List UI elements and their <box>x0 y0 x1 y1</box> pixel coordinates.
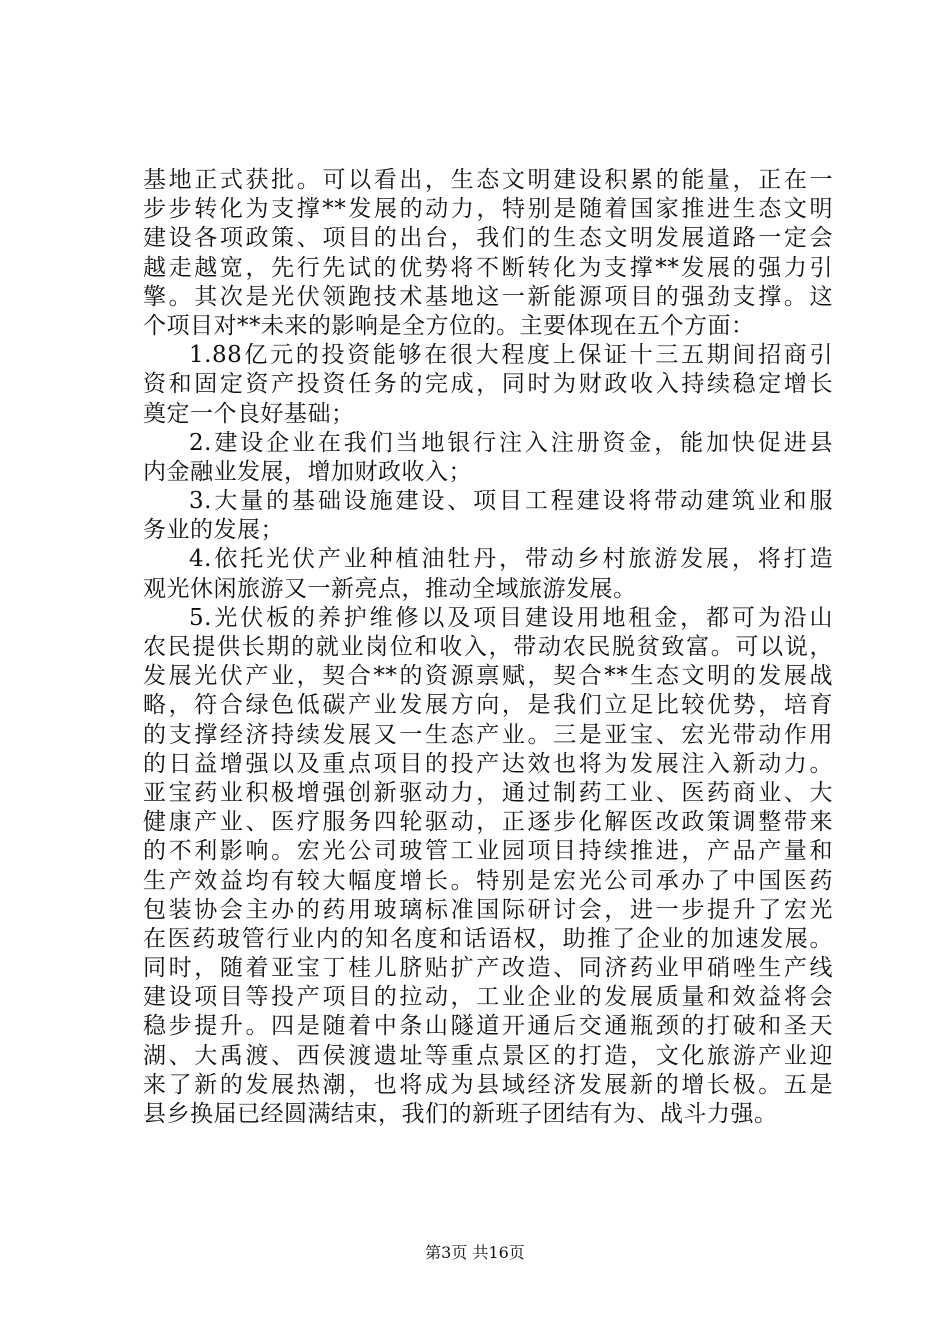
text-line: 资和固定资产投资任务的完成，同时为财政收入持续稳定增长 <box>143 371 833 398</box>
text-line: 略，符合绿色低碳产业发展方向，是我们立足比较优势，培育 <box>143 692 833 719</box>
text-line: 来了新的发展热潮，也将成为县域经济发展新的增长极。五是 <box>143 1071 833 1098</box>
text-line: 基地正式获批。可以看出，生态文明建设积累的能量，正在一 <box>143 167 833 193</box>
text-line: 的不利影响。宏光公司玻管工业园项目持续推进，产品产量和 <box>143 838 833 865</box>
text-line: 湖、大禹渡、西侯渡遗址等重点景区的打造，文化旅游产业迎 <box>143 1042 833 1069</box>
text-line: 包装协会主办的药用玻璃标准国际研讨会，进一步提升了宏光 <box>143 896 833 923</box>
text-line: 建设项目等投产项目的拉动，工业企业的发展质量和效益将会 <box>143 984 833 1011</box>
text-line: 3.大量的基础设施建设、项目工程建设将带动建筑业和服 <box>189 488 833 515</box>
paragraph <box>143 341 833 429</box>
text-line: 亚宝药业积极增强创新驱动力，通过制药工业、医药商业、大 <box>143 779 833 806</box>
text-line: 务业的发展； <box>143 517 284 544</box>
text-line: 发展光伏产业，契合**的资源禀赋，契合**生态文明的发展战 <box>143 663 833 690</box>
text-line: 步步转化为支撑**发展的动力，特别是随着国家推进生态文明 <box>143 196 833 223</box>
text-line: 建设各项政策、项目的出台，我们的生态文明发展道路一定会 <box>143 225 833 252</box>
text-line: 5.光伏板的养护维修以及项目建设用地租金，都可为沿山 <box>189 604 833 631</box>
text-line: 观光休闲旅游又一新亮点，推动全域旅游发展。 <box>143 575 637 602</box>
page-footer: 第3页 共16页 <box>425 1243 525 1262</box>
text-line: 健康产业、医疗服务四轮驱动，正逐步化解医改政策调整带来 <box>143 809 833 836</box>
text-line: 个项目对**未来的影响是全方位的。主要体现在五个方面： <box>143 312 755 339</box>
paragraph <box>143 429 833 487</box>
text-line: 2.建设企业在我们当地银行注入注册资金，能加快促进县 <box>189 429 833 456</box>
text-line: 内金融业发展，增加财政收入； <box>143 458 472 485</box>
text-line: 同时，随着亚宝丁桂儿脐贴扩产改造、同济药业甲硝唑生产线 <box>143 955 833 982</box>
text-line: 的日益增强以及重点项目的投产达效也将为发展注入新动力。 <box>143 750 833 777</box>
text-line: 农民提供长期的就业岗位和收入，带动农民脱贫致富。可以说， <box>143 634 833 660</box>
text-line: 奠定一个良好基础； <box>143 400 355 427</box>
text-line: 4.依托光伏产业种植油牡丹，带动乡村旅游发展，将打造 <box>189 546 833 573</box>
text-line: 生产效益均有较大幅度增长。特别是宏光公司承办了中国医药 <box>143 867 833 894</box>
paragraph <box>143 487 833 545</box>
text-line: 稳步提升。四是随着中条山隧道开通后交通瓶颈的打破和圣天 <box>143 1013 833 1040</box>
paragraph <box>143 166 833 341</box>
paragraph <box>143 604 833 1129</box>
paragraph <box>143 545 833 603</box>
text-line: 在医药玻管行业内的知名度和话语权，助推了企业的加速发展。 <box>143 925 833 952</box>
text-line: 的支撑经济持续发展又一生态产业。三是亚宝、宏光带动作用 <box>143 721 833 748</box>
text-line: 1.88亿元的投资能够在很大程度上保证十三五期间招商引 <box>189 342 833 369</box>
text-line: 县乡换届已经圆满结束，我们的新班子团结有为、战斗力强。 <box>143 1101 778 1127</box>
body-text <box>143 166 833 1129</box>
text-line: 越走越宽，先行先试的优势将不断转化为支撑**发展的强力引 <box>143 254 833 281</box>
text-line: 擎。其次是光伏领跑技术基地这一新能源项目的强劲支撑。这 <box>143 283 833 310</box>
